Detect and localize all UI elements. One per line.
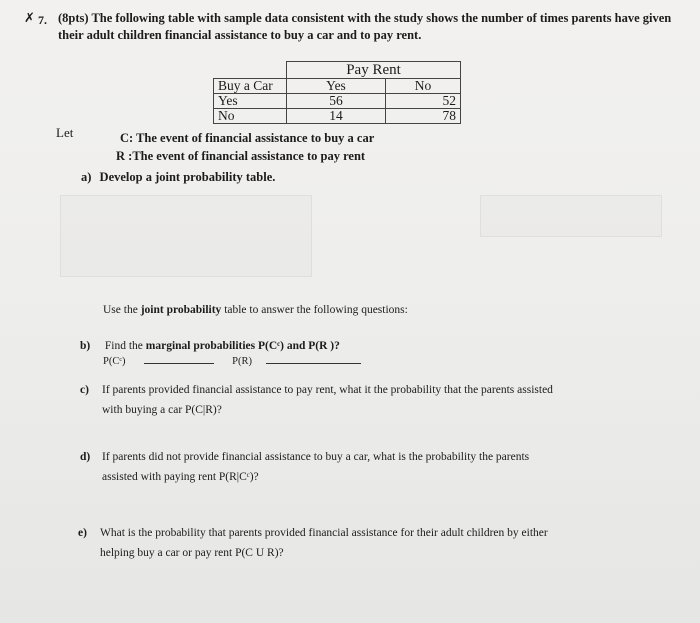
table-header-pay-rent: Pay Rent	[287, 62, 461, 79]
let-label: Let	[56, 125, 74, 140]
part-text: Develop a joint probability table.	[99, 170, 276, 184]
answer-blank-pr[interactable]	[266, 353, 361, 364]
bleed-through-grid	[60, 195, 312, 277]
table-row	[214, 79, 461, 94]
part-c: c) If parents provided financial assistance to pay rent, what it the probability that the parents assisted with buying a car P(C|R)?	[80, 380, 680, 420]
table-row	[214, 109, 461, 124]
cell-value: 56	[287, 94, 386, 109]
blank-label-pr: P(R)	[232, 356, 252, 367]
prompt-text: The following table with sample data consistent with the study shows the number of times parents have given their adult children financial assistance to buy a car and to pay rent.	[58, 11, 672, 42]
part-b-blanks	[103, 352, 361, 372]
cell-value: 78	[386, 109, 461, 124]
question-check-mark: ✗	[24, 11, 35, 26]
cell-value: 52	[386, 94, 461, 109]
col-header-no: No	[386, 79, 461, 94]
row-label: Yes	[214, 94, 287, 109]
row-label-header: Buy a Car	[214, 79, 287, 94]
part-d: d) If parents did not provide financial assistance to buy a car, what is the probability the parents assisted with paying rent P(R|Cᶜ)?	[80, 447, 680, 487]
instruction-text: Use the joint probability table to answer the following questions:	[103, 304, 408, 316]
c-event-definition: C: The event of financial assistance to buy a car	[120, 131, 375, 145]
pay-rent-table	[213, 61, 461, 124]
part-label: e)	[78, 527, 87, 539]
part-e: e) What is the probability that parents provided financial assistance for their adult children by either helping buy a car or pay rent P(C U R)?	[78, 523, 678, 563]
blank-label-pc: P(Cᶜ)	[103, 356, 126, 367]
bleed-through-box	[480, 195, 662, 237]
cell-value: 14	[287, 109, 386, 124]
question-number: ✗ 7.	[24, 11, 47, 27]
question-prompt	[58, 10, 678, 44]
table-row	[214, 94, 461, 109]
part-b: b) Find the marginal probabilities P(Cᶜ) and P(R )?	[80, 336, 340, 356]
answer-blank-pc[interactable]	[144, 353, 214, 364]
points-label: (8pts)	[58, 11, 89, 25]
part-label: b)	[80, 340, 91, 352]
part-label: c)	[80, 384, 89, 396]
part-label: a)	[81, 170, 92, 184]
part-a	[81, 170, 275, 185]
part-label: d)	[80, 451, 91, 463]
row-label: No	[214, 109, 287, 124]
col-header-yes: Yes	[287, 79, 386, 94]
r-event-definition: R :The event of financial assistance to pay rent	[116, 149, 366, 163]
